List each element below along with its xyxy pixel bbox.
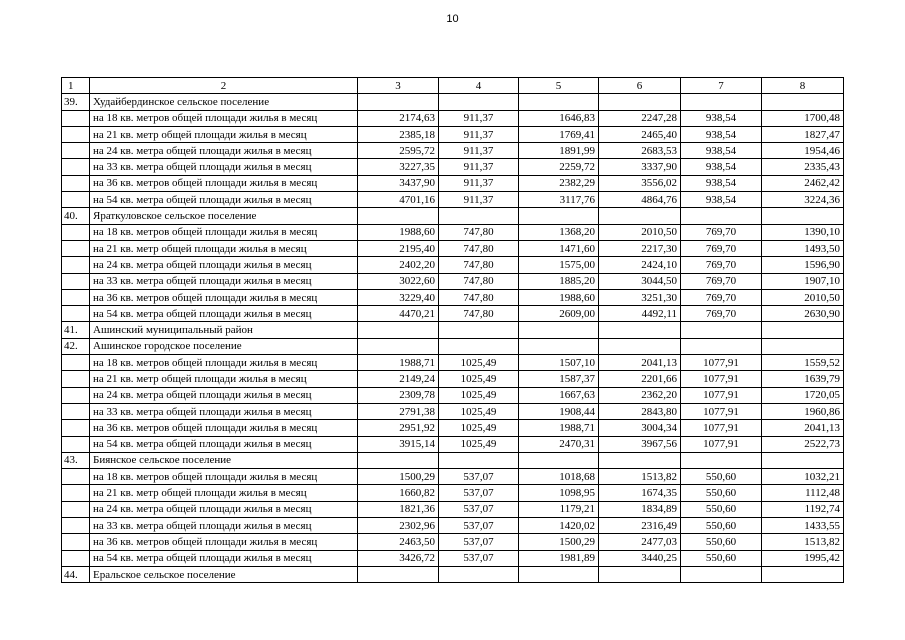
- value-cell: 2302,96: [358, 518, 439, 534]
- value-cell: 1988,71: [519, 420, 599, 436]
- value-cell: 1821,36: [358, 501, 439, 517]
- value-cell: 1674,35: [599, 485, 681, 501]
- row-label: на 33 кв. метра общей площади жилья в месяц: [90, 518, 358, 534]
- value-cell: 938,54: [681, 159, 762, 175]
- value-cell: 1192,74: [762, 501, 844, 517]
- value-cell: 4701,16: [358, 192, 439, 208]
- value-cell: 2010,50: [762, 289, 844, 305]
- value-cell: 3229,40: [358, 289, 439, 305]
- value-cell: 2791,38: [358, 403, 439, 419]
- section-row: [62, 338, 844, 354]
- value-cell: 1025,49: [439, 436, 519, 452]
- value-cell: 769,70: [681, 240, 762, 256]
- empty-cell: [62, 550, 90, 566]
- table-row: [62, 110, 844, 126]
- value-cell: 2149,24: [358, 371, 439, 387]
- value-cell: 747,80: [439, 257, 519, 273]
- value-cell: 1077,91: [681, 436, 762, 452]
- empty-cell: [62, 501, 90, 517]
- empty-cell: [681, 338, 762, 354]
- empty-cell: [358, 208, 439, 224]
- value-cell: 747,80: [439, 306, 519, 322]
- table-row: [62, 550, 844, 566]
- empty-cell: [762, 338, 844, 354]
- value-cell: 2462,42: [762, 175, 844, 191]
- value-cell: 1500,29: [519, 534, 599, 550]
- value-cell: 550,60: [681, 550, 762, 566]
- value-cell: 2470,31: [519, 436, 599, 452]
- value-cell: 1098,95: [519, 485, 599, 501]
- value-cell: 537,07: [439, 534, 519, 550]
- empty-cell: [62, 534, 90, 550]
- value-cell: 537,07: [439, 518, 519, 534]
- value-cell: 1032,21: [762, 469, 844, 485]
- value-cell: 769,70: [681, 289, 762, 305]
- value-cell: 3044,50: [599, 273, 681, 289]
- row-label: на 21 кв. метр общей площади жилья в месяц: [90, 485, 358, 501]
- table-row: [62, 403, 844, 419]
- empty-cell: [62, 403, 90, 419]
- table-header-row: [62, 78, 844, 94]
- section-title: Худайбердинское сельское поселение: [90, 94, 358, 110]
- value-cell: 2843,80: [599, 403, 681, 419]
- value-cell: 1513,82: [599, 469, 681, 485]
- empty-cell: [62, 436, 90, 452]
- value-cell: 1988,60: [358, 224, 439, 240]
- section-row: [62, 94, 844, 110]
- value-cell: 1025,49: [439, 355, 519, 371]
- value-cell: 3337,90: [599, 159, 681, 175]
- empty-cell: [358, 322, 439, 338]
- value-cell: 911,37: [439, 192, 519, 208]
- page-number: 10: [446, 13, 459, 25]
- row-label: на 33 кв. метра общей площади жилья в месяц: [90, 403, 358, 419]
- empty-cell: [62, 240, 90, 256]
- empty-cell: [599, 322, 681, 338]
- row-label: на 54 кв. метра общей площади жилья в месяц: [90, 192, 358, 208]
- value-cell: 2201,66: [599, 371, 681, 387]
- empty-cell: [681, 322, 762, 338]
- row-label: на 36 кв. метров общей площади жилья в месяц: [90, 175, 358, 191]
- column-header: 2: [90, 78, 358, 94]
- value-cell: 2595,72: [358, 143, 439, 159]
- row-label: на 54 кв. метра общей площади жилья в месяц: [90, 306, 358, 322]
- empty-cell: [62, 224, 90, 240]
- empty-cell: [599, 338, 681, 354]
- value-cell: 4492,11: [599, 306, 681, 322]
- row-label: на 33 кв. метра общей площади жилья в месяц: [90, 159, 358, 175]
- value-cell: 1988,60: [519, 289, 599, 305]
- section-row: [62, 208, 844, 224]
- value-cell: 1077,91: [681, 355, 762, 371]
- value-cell: 3022,60: [358, 273, 439, 289]
- value-cell: 769,70: [681, 224, 762, 240]
- empty-cell: [599, 566, 681, 582]
- value-cell: 2010,50: [599, 224, 681, 240]
- value-cell: 4864,76: [599, 192, 681, 208]
- value-cell: 1995,42: [762, 550, 844, 566]
- value-cell: 1112,48: [762, 485, 844, 501]
- tariff-table: [61, 77, 844, 583]
- empty-cell: [519, 566, 599, 582]
- value-cell: 537,07: [439, 469, 519, 485]
- empty-cell: [681, 208, 762, 224]
- table-row: [62, 159, 844, 175]
- row-label: на 36 кв. метров общей площади жилья в месяц: [90, 534, 358, 550]
- value-cell: 2402,20: [358, 257, 439, 273]
- value-cell: 1025,49: [439, 420, 519, 436]
- value-cell: 3224,36: [762, 192, 844, 208]
- value-cell: 1885,20: [519, 273, 599, 289]
- row-label: на 36 кв. метров общей площади жилья в месяц: [90, 420, 358, 436]
- empty-cell: [62, 110, 90, 126]
- row-label: на 21 кв. метр общей площади жилья в месяц: [90, 240, 358, 256]
- value-cell: 1077,91: [681, 420, 762, 436]
- row-label: на 54 кв. метра общей площади жилья в месяц: [90, 436, 358, 452]
- empty-cell: [439, 322, 519, 338]
- section-number: 43.: [62, 452, 90, 468]
- value-cell: 911,37: [439, 143, 519, 159]
- table-row: [62, 436, 844, 452]
- table-row: [62, 534, 844, 550]
- value-cell: 3251,30: [599, 289, 681, 305]
- value-cell: 938,54: [681, 126, 762, 142]
- value-cell: 1596,90: [762, 257, 844, 273]
- value-cell: 1700,48: [762, 110, 844, 126]
- value-cell: 2385,18: [358, 126, 439, 142]
- empty-cell: [519, 94, 599, 110]
- table-row: [62, 192, 844, 208]
- table-row: [62, 175, 844, 191]
- column-header: 3: [358, 78, 439, 94]
- value-cell: 2174,63: [358, 110, 439, 126]
- value-cell: 2217,30: [599, 240, 681, 256]
- value-cell: 1769,41: [519, 126, 599, 142]
- empty-cell: [439, 566, 519, 582]
- empty-cell: [762, 94, 844, 110]
- value-cell: 938,54: [681, 143, 762, 159]
- value-cell: 1390,10: [762, 224, 844, 240]
- value-cell: 911,37: [439, 110, 519, 126]
- empty-cell: [62, 306, 90, 322]
- value-cell: 2630,90: [762, 306, 844, 322]
- value-cell: 3117,76: [519, 192, 599, 208]
- column-header: 8: [762, 78, 844, 94]
- empty-cell: [62, 175, 90, 191]
- value-cell: 911,37: [439, 159, 519, 175]
- value-cell: 1179,21: [519, 501, 599, 517]
- value-cell: 1646,83: [519, 110, 599, 126]
- value-cell: 938,54: [681, 175, 762, 191]
- value-cell: 1587,37: [519, 371, 599, 387]
- value-cell: 2477,03: [599, 534, 681, 550]
- section-row: [62, 452, 844, 468]
- empty-cell: [519, 322, 599, 338]
- value-cell: 769,70: [681, 273, 762, 289]
- column-header: 5: [519, 78, 599, 94]
- value-cell: 537,07: [439, 501, 519, 517]
- value-cell: 1077,91: [681, 387, 762, 403]
- empty-cell: [358, 94, 439, 110]
- table-row: [62, 257, 844, 273]
- value-cell: 3967,56: [599, 436, 681, 452]
- empty-cell: [439, 452, 519, 468]
- column-header: 7: [681, 78, 762, 94]
- table-row: [62, 371, 844, 387]
- section-title: Еральское сельское поселение: [90, 566, 358, 582]
- empty-cell: [62, 257, 90, 273]
- value-cell: 1960,86: [762, 403, 844, 419]
- value-cell: 1493,50: [762, 240, 844, 256]
- value-cell: 1420,02: [519, 518, 599, 534]
- section-number: 41.: [62, 322, 90, 338]
- column-header: 6: [599, 78, 681, 94]
- row-label: на 21 кв. метр общей площади жилья в месяц: [90, 126, 358, 142]
- value-cell: 2683,53: [599, 143, 681, 159]
- value-cell: 2424,10: [599, 257, 681, 273]
- value-cell: 2041,13: [762, 420, 844, 436]
- table-row: [62, 485, 844, 501]
- row-label: на 18 кв. метров общей площади жилья в месяц: [90, 355, 358, 371]
- value-cell: 1660,82: [358, 485, 439, 501]
- value-cell: 1507,10: [519, 355, 599, 371]
- empty-cell: [358, 566, 439, 582]
- table-row: [62, 289, 844, 305]
- value-cell: 747,80: [439, 289, 519, 305]
- row-label: на 18 кв. метров общей площади жилья в месяц: [90, 224, 358, 240]
- table-row: [62, 240, 844, 256]
- table-row: [62, 224, 844, 240]
- table-row: [62, 355, 844, 371]
- row-label: на 18 кв. метров общей площади жилья в месяц: [90, 110, 358, 126]
- row-label: на 24 кв. метра общей площади жилья в месяц: [90, 143, 358, 159]
- row-label: на 24 кв. метра общей площади жилья в месяц: [90, 387, 358, 403]
- empty-cell: [62, 143, 90, 159]
- value-cell: 1368,20: [519, 224, 599, 240]
- section-title: Ашинское городское поселение: [90, 338, 358, 354]
- column-header: 4: [439, 78, 519, 94]
- value-cell: 537,07: [439, 485, 519, 501]
- value-cell: 2041,13: [599, 355, 681, 371]
- value-cell: 1720,05: [762, 387, 844, 403]
- empty-cell: [681, 566, 762, 582]
- value-cell: 1025,49: [439, 371, 519, 387]
- value-cell: 1827,47: [762, 126, 844, 142]
- value-cell: 550,60: [681, 518, 762, 534]
- empty-cell: [762, 322, 844, 338]
- section-title: Яраткуловское сельское поселение: [90, 208, 358, 224]
- section-number: 40.: [62, 208, 90, 224]
- value-cell: 2309,78: [358, 387, 439, 403]
- value-cell: 2463,50: [358, 534, 439, 550]
- value-cell: 2195,40: [358, 240, 439, 256]
- section-number: 42.: [62, 338, 90, 354]
- value-cell: 3004,34: [599, 420, 681, 436]
- value-cell: 2259,72: [519, 159, 599, 175]
- value-cell: 3915,14: [358, 436, 439, 452]
- value-cell: 3556,02: [599, 175, 681, 191]
- empty-cell: [62, 126, 90, 142]
- row-label: на 21 кв. метр общей площади жилья в месяц: [90, 371, 358, 387]
- table-row: [62, 387, 844, 403]
- value-cell: 1513,82: [762, 534, 844, 550]
- value-cell: 1025,49: [439, 403, 519, 419]
- value-cell: 1639,79: [762, 371, 844, 387]
- empty-cell: [439, 338, 519, 354]
- empty-cell: [762, 208, 844, 224]
- value-cell: 3227,35: [358, 159, 439, 175]
- empty-cell: [519, 338, 599, 354]
- row-label: на 33 кв. метра общей площади жилья в месяц: [90, 273, 358, 289]
- value-cell: 1077,91: [681, 371, 762, 387]
- table-row: [62, 143, 844, 159]
- value-cell: 2951,92: [358, 420, 439, 436]
- table-body: [62, 78, 844, 583]
- value-cell: 2609,00: [519, 306, 599, 322]
- value-cell: 550,60: [681, 485, 762, 501]
- value-cell: 747,80: [439, 240, 519, 256]
- empty-cell: [519, 452, 599, 468]
- value-cell: 1954,46: [762, 143, 844, 159]
- table-row: [62, 126, 844, 142]
- section-row: [62, 566, 844, 582]
- value-cell: 1500,29: [358, 469, 439, 485]
- empty-cell: [62, 420, 90, 436]
- empty-cell: [439, 208, 519, 224]
- empty-cell: [62, 273, 90, 289]
- value-cell: 550,60: [681, 469, 762, 485]
- empty-cell: [599, 208, 681, 224]
- row-label: на 24 кв. метра общей площади жилья в месяц: [90, 257, 358, 273]
- column-header: 1: [62, 78, 90, 94]
- empty-cell: [762, 452, 844, 468]
- value-cell: 1471,60: [519, 240, 599, 256]
- value-cell: 1981,89: [519, 550, 599, 566]
- empty-cell: [62, 469, 90, 485]
- value-cell: 2362,20: [599, 387, 681, 403]
- value-cell: 1559,52: [762, 355, 844, 371]
- row-label: на 36 кв. метров общей площади жилья в месяц: [90, 289, 358, 305]
- value-cell: 2335,43: [762, 159, 844, 175]
- value-cell: 911,37: [439, 175, 519, 191]
- value-cell: 1018,68: [519, 469, 599, 485]
- value-cell: 2465,40: [599, 126, 681, 142]
- value-cell: 938,54: [681, 110, 762, 126]
- value-cell: 1077,91: [681, 403, 762, 419]
- value-cell: 3426,72: [358, 550, 439, 566]
- empty-cell: [681, 452, 762, 468]
- value-cell: 911,37: [439, 126, 519, 142]
- value-cell: 1907,10: [762, 273, 844, 289]
- value-cell: 550,60: [681, 501, 762, 517]
- value-cell: 1988,71: [358, 355, 439, 371]
- empty-cell: [62, 371, 90, 387]
- empty-cell: [519, 208, 599, 224]
- empty-cell: [62, 355, 90, 371]
- row-label: на 18 кв. метров общей площади жилья в месяц: [90, 469, 358, 485]
- table-row: [62, 306, 844, 322]
- section-row: [62, 322, 844, 338]
- value-cell: 747,80: [439, 273, 519, 289]
- empty-cell: [599, 452, 681, 468]
- empty-cell: [62, 518, 90, 534]
- empty-cell: [358, 338, 439, 354]
- value-cell: 1575,00: [519, 257, 599, 273]
- empty-cell: [681, 94, 762, 110]
- value-cell: 4470,21: [358, 306, 439, 322]
- empty-cell: [62, 485, 90, 501]
- row-label: на 24 кв. метра общей площади жилья в месяц: [90, 501, 358, 517]
- empty-cell: [62, 289, 90, 305]
- value-cell: 2382,29: [519, 175, 599, 191]
- value-cell: 1891,99: [519, 143, 599, 159]
- row-label: на 54 кв. метра общей площади жилья в месяц: [90, 550, 358, 566]
- value-cell: 537,07: [439, 550, 519, 566]
- value-cell: 3440,25: [599, 550, 681, 566]
- value-cell: 769,70: [681, 257, 762, 273]
- table-row: [62, 420, 844, 436]
- section-title: Ашинский муниципальный район: [90, 322, 358, 338]
- value-cell: 747,80: [439, 224, 519, 240]
- value-cell: 1834,89: [599, 501, 681, 517]
- value-cell: 3437,90: [358, 175, 439, 191]
- value-cell: 2522,73: [762, 436, 844, 452]
- table-row: [62, 273, 844, 289]
- empty-cell: [762, 566, 844, 582]
- table-row: [62, 518, 844, 534]
- value-cell: 938,54: [681, 192, 762, 208]
- value-cell: 2316,49: [599, 518, 681, 534]
- empty-cell: [62, 192, 90, 208]
- table-row: [62, 469, 844, 485]
- section-number: 39.: [62, 94, 90, 110]
- value-cell: 550,60: [681, 534, 762, 550]
- empty-cell: [358, 452, 439, 468]
- empty-cell: [599, 94, 681, 110]
- value-cell: 1025,49: [439, 387, 519, 403]
- empty-cell: [439, 94, 519, 110]
- value-cell: 1908,44: [519, 403, 599, 419]
- empty-cell: [62, 159, 90, 175]
- table-row: [62, 501, 844, 517]
- section-title: Биянское сельское поселение: [90, 452, 358, 468]
- value-cell: 2247,28: [599, 110, 681, 126]
- value-cell: 769,70: [681, 306, 762, 322]
- empty-cell: [62, 387, 90, 403]
- value-cell: 1667,63: [519, 387, 599, 403]
- section-number: 44.: [62, 566, 90, 582]
- value-cell: 1433,55: [762, 518, 844, 534]
